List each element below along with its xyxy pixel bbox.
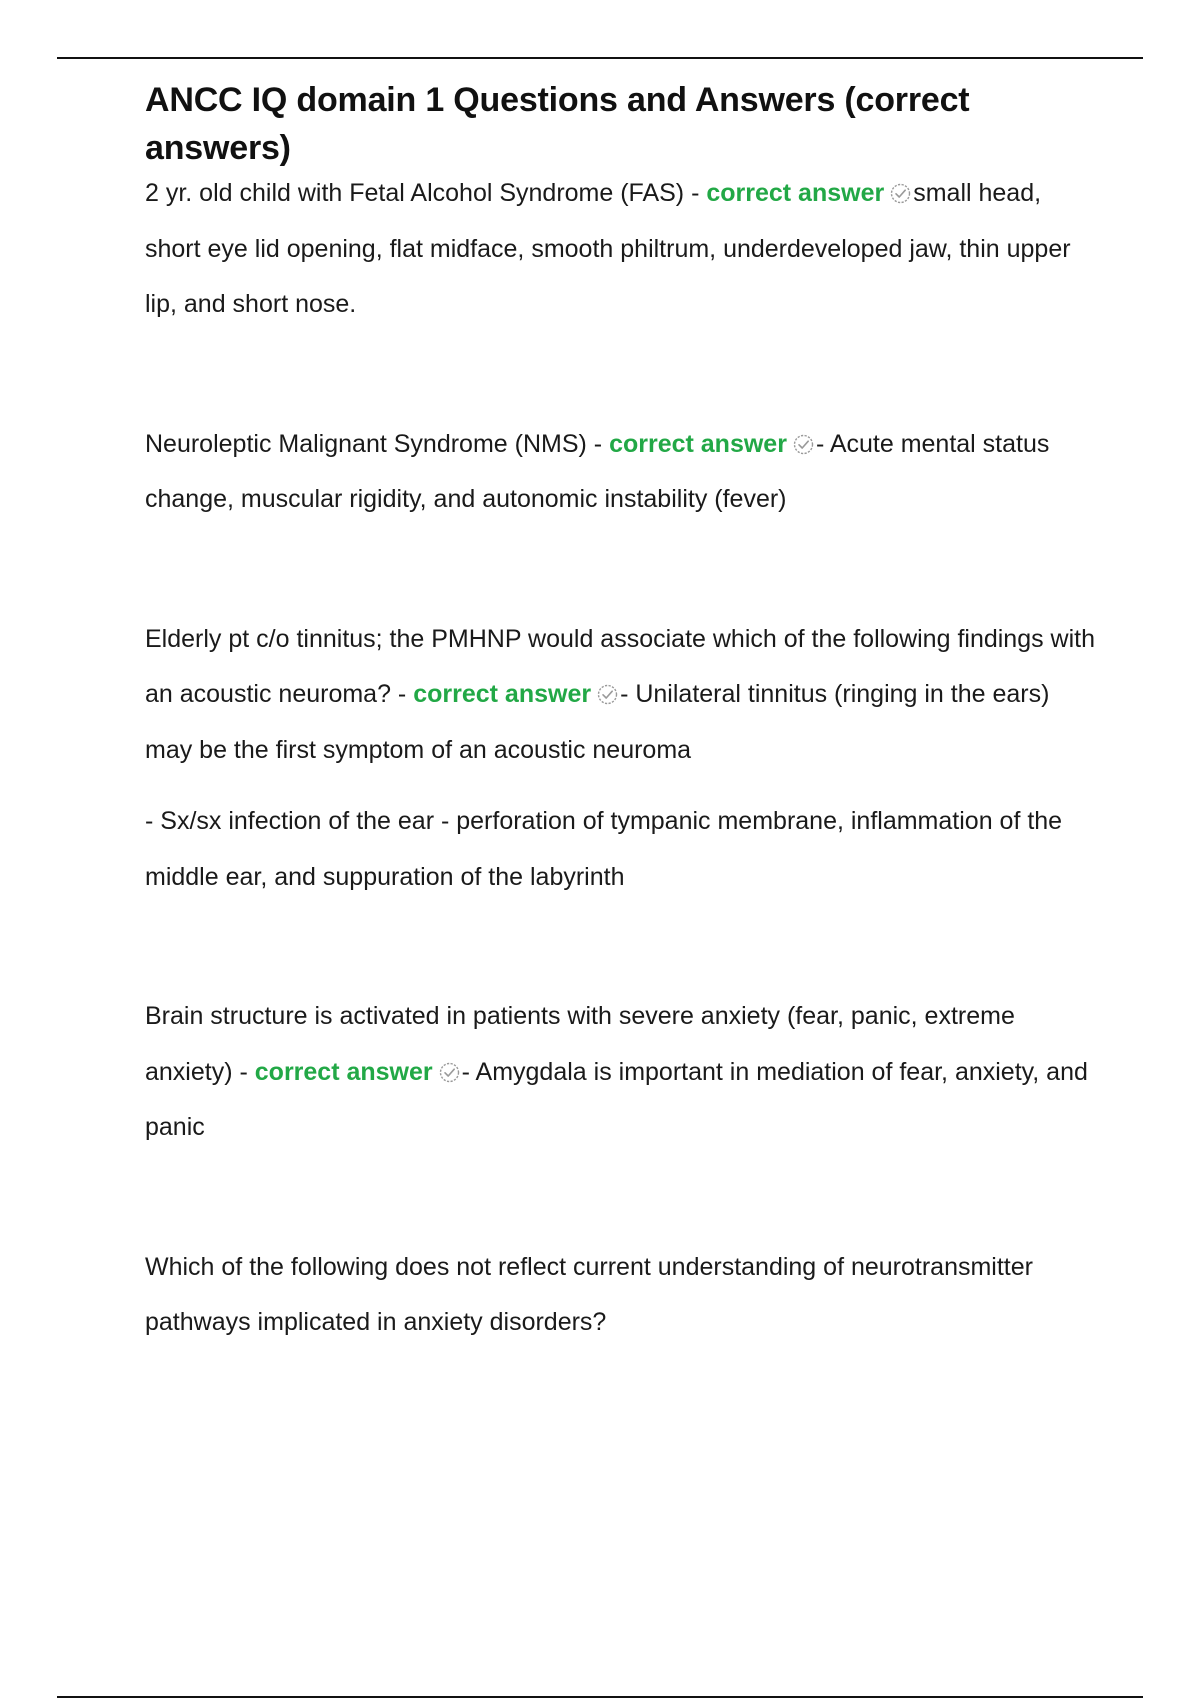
answer-text: - Unilateral tinnitus (ringing in the ears) may be the first symptom of an acoustic neuroma [145,680,1050,764]
qa-item [145,417,1095,528]
question-text: Neuroleptic Malignant Syndrome (NMS) - [145,429,610,458]
check-circle-icon [439,1062,460,1083]
document-title: ANCC IQ domain 1 Questions and Answers (correct answers) [145,81,970,167]
answer-text: - Acute mental status change, muscular rigidity, and autonomic instability (fever) [145,429,1050,513]
correct-answer-label: correct answer [413,680,592,708]
correct-answer-label: correct answer [254,1057,433,1086]
answer-text: small head, short eye lid opening, flat midface, smooth philtrum, underdeveloped jaw, thin upper lip, and short nose. [145,179,1071,318]
top-rule [57,57,1143,59]
question-text: Brain structure is activated in patients with severe anxiety (fear, panic, extreme anxiety) - [145,1002,1015,1086]
question-text: Which of the following does not reflect current understanding of neurotransmitter pathways implicated in anxiety disorders? [145,1252,1033,1336]
bottom-rule [57,1696,1143,1698]
document-body [145,76,1095,1351]
correct-answer-label: correct answer [706,179,885,207]
answer-text: - Amygdala is important in mediation of fear, anxiety, and panic [145,1057,1088,1141]
qa-item [145,1240,1095,1351]
correct-answer-label: correct answer [609,429,787,458]
qa-item [145,166,1095,333]
check-circle-icon [890,183,911,204]
answer-continuation: - Sx/sx infection of the ear - perforation of tympanic membrane, inflammation of the middle ear, and suppuration of the labyrinth [145,807,1063,891]
qa-item [145,989,1095,1156]
check-circle-icon [793,434,814,455]
check-circle-icon [597,684,618,705]
question-text: 2 yr. old child with Fetal Alcohol Syndrome (FAS) - [145,179,707,207]
qa-item [145,612,1095,779]
question-text: Elderly pt c/o tinnitus; the PMHNP would associate which of the following findings with an acoustic neuroma? - [145,624,1096,708]
